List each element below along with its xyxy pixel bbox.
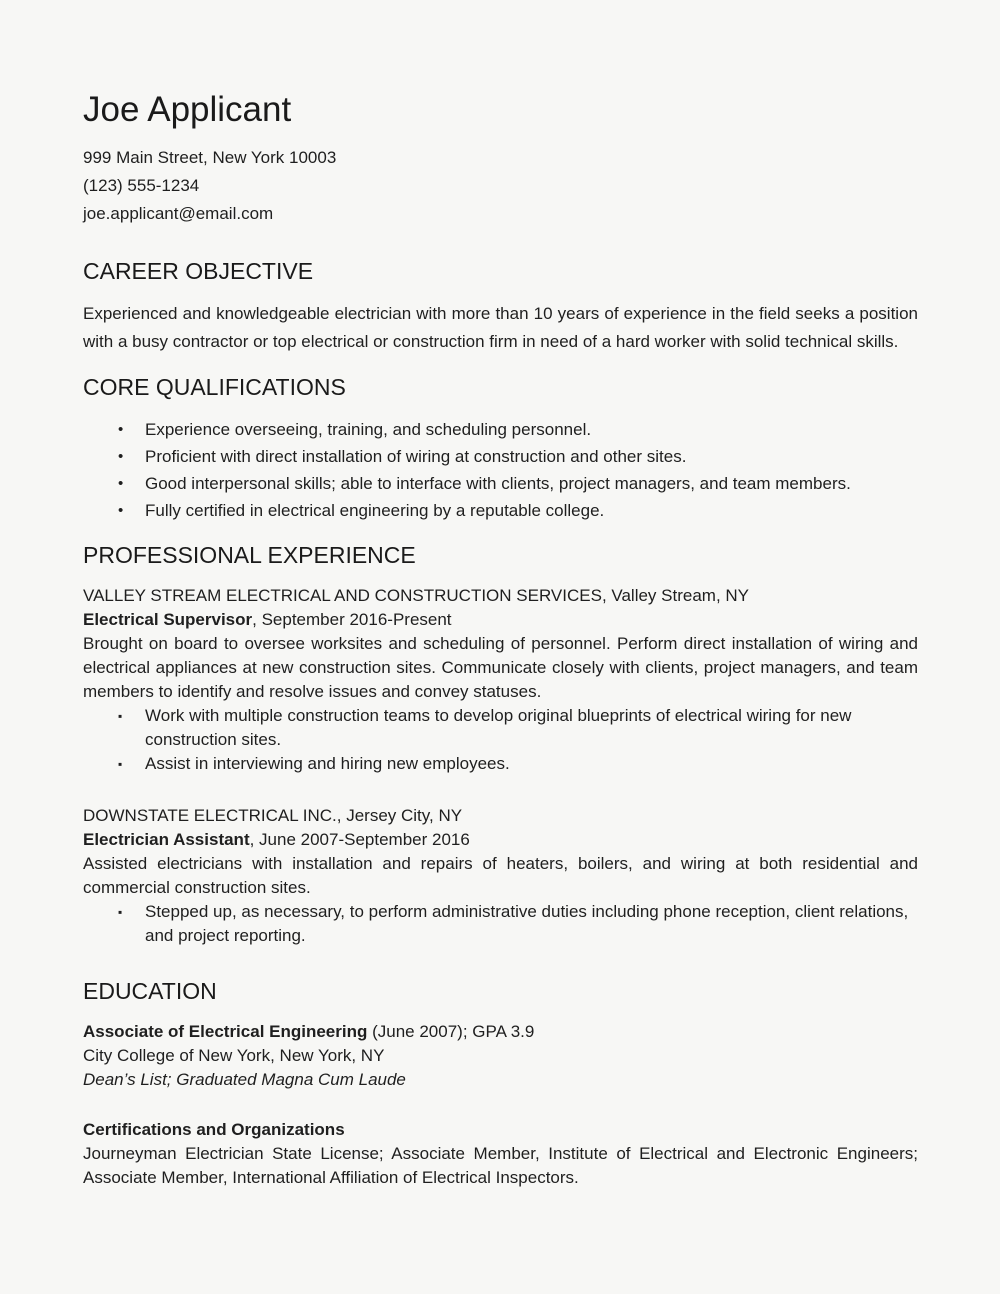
job-dates: , September 2016-Present bbox=[252, 610, 452, 629]
contact-phone: (123) 555-1234 bbox=[83, 176, 200, 195]
qualification-item bbox=[118, 416, 918, 443]
job-duty-text: Stepped up, as necessary, to perform administrative duties including phone reception, client relations, and project reporting. bbox=[145, 902, 909, 945]
qualification-text: Fully certified in electrical engineering by a reputable college. bbox=[145, 501, 605, 520]
applicant-name: Joe Applicant bbox=[83, 90, 292, 129]
round-bullet-icon: • bbox=[118, 475, 124, 492]
qualification-item bbox=[118, 470, 918, 497]
job-duty-text: Assist in interviewing and hiring new employees. bbox=[145, 754, 510, 773]
qualification-text: Good interpersonal skills; able to interface with clients, project managers, and team members. bbox=[145, 474, 851, 493]
job-company-line: VALLEY STREAM ELECTRICAL AND CONSTRUCTION SERVICES, Valley Stream, NY bbox=[83, 586, 750, 605]
job-dates: , June 2007-September 2016 bbox=[249, 830, 470, 849]
job-entry-valley-stream bbox=[83, 584, 918, 776]
job-company-line: DOWNSTATE ELECTRICAL INC., Jersey City, NY bbox=[83, 806, 463, 825]
job-summary: Assisted electricians with installation and repairs of heaters, boilers, and wiring at both residential and commercial construction sites. bbox=[83, 854, 918, 897]
square-bullet-icon: ▪ bbox=[118, 905, 123, 919]
education-school: City College of New York, New York, NY bbox=[83, 1046, 385, 1065]
certifications-text: Journeyman Electrician State License; Associate Member, Institute of Electrical and Electronic Engineers; Associate Member, International Affiliation of Electrical Inspectors. bbox=[83, 1144, 918, 1187]
section-heading-career-objective: CAREER OBJECTIVE bbox=[83, 258, 314, 284]
qualification-item bbox=[118, 497, 918, 524]
contact-address: 999 Main Street, New York 10003 bbox=[83, 148, 337, 167]
qualification-text: Experience overseeing, training, and scheduling personnel. bbox=[145, 420, 592, 439]
section-heading-education: EDUCATION bbox=[83, 978, 217, 1004]
job-duty-item bbox=[118, 752, 918, 776]
job-summary: Brought on board to oversee worksites and scheduling of personnel. Perform direct installation of wiring and electrical appliances at new construction sites. Communicate closely with clients, project managers, and team members to identify and resolve issues and convey statuses. bbox=[83, 634, 918, 701]
education-degree-line bbox=[83, 1020, 918, 1044]
education-honors: Dean’s List; Graduated Magna Cum Laude bbox=[83, 1070, 406, 1089]
job-duty-item bbox=[118, 704, 918, 752]
job-entry-downstate bbox=[83, 804, 918, 948]
job-title-line bbox=[83, 608, 918, 632]
square-bullet-icon: ▪ bbox=[118, 757, 123, 771]
round-bullet-icon: • bbox=[118, 448, 124, 465]
job-duty-text: Work with multiple construction teams to develop original blueprints of electrical wiring for new construction sites. bbox=[145, 706, 852, 749]
job-title-line bbox=[83, 828, 918, 852]
job-duty-item bbox=[118, 900, 918, 948]
job-title: Electrician Assistant bbox=[83, 830, 250, 849]
section-heading-core-qualifications: CORE QUALIFICATIONS bbox=[83, 374, 346, 400]
career-objective-text: Experienced and knowledgeable electrician with more than 10 years of experience in the field seeks a position with a busy contractor or top electrical or construction firm in need of a hard worker with solid technical skills. bbox=[83, 304, 918, 351]
core-qualifications-list bbox=[83, 416, 918, 524]
qualification-item bbox=[118, 443, 918, 470]
job-title: Electrical Supervisor bbox=[83, 610, 253, 629]
round-bullet-icon: • bbox=[118, 502, 124, 519]
contact-email: joe.applicant@email.com bbox=[83, 204, 274, 223]
section-heading-professional-experience: PROFESSIONAL EXPERIENCE bbox=[83, 542, 416, 568]
job-duties-list bbox=[83, 900, 918, 948]
qualification-text: Proficient with direct installation of wiring at construction and other sites. bbox=[145, 447, 687, 466]
education-degree-details: (June 2007); GPA 3.9 bbox=[367, 1022, 535, 1041]
round-bullet-icon: • bbox=[118, 421, 124, 438]
certifications-heading: Certifications and Organizations bbox=[83, 1120, 345, 1139]
education-degree: Associate of Electrical Engineering bbox=[83, 1022, 368, 1041]
square-bullet-icon: ▪ bbox=[118, 709, 123, 723]
job-duties-list bbox=[83, 704, 918, 776]
